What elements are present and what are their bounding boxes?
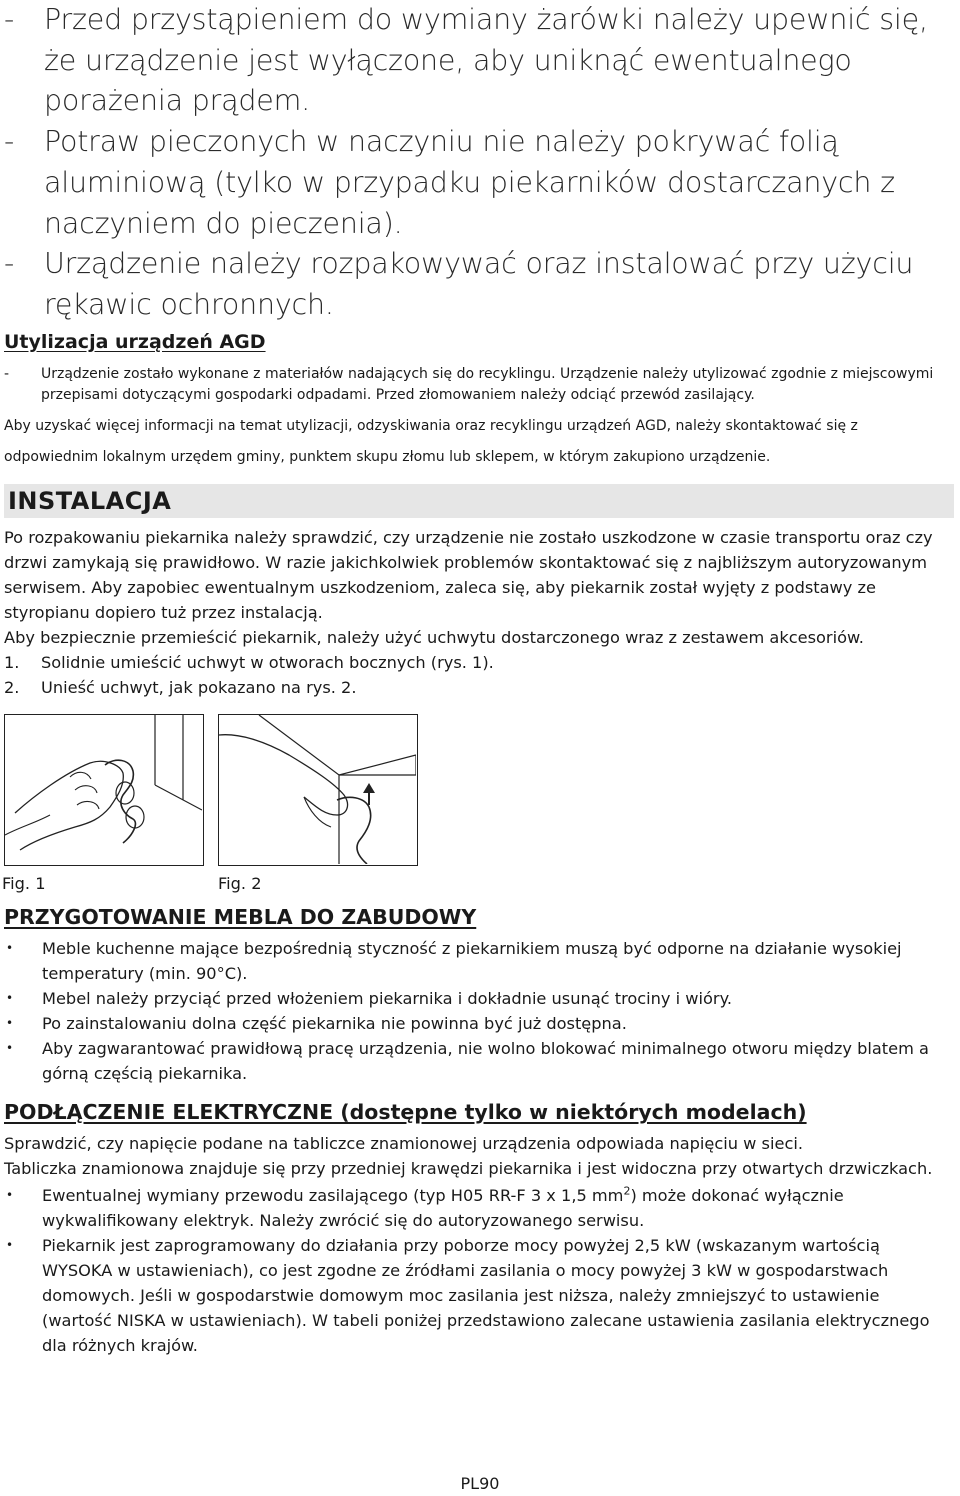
list-item: - Przed przystąpieniem do wymiany żarówki należy upewnić się, że urządzenie jest wyłączone, aby uniknąć ewentualnego porażenia prądem. bbox=[4, 3, 928, 118]
list-item: • Aby zagwarantować prawidłową pracę urządzenia, nie wolno blokować minimalnego otworu między blatem a górną częścią piekarnika. bbox=[6, 1039, 929, 1083]
disposal-list bbox=[4, 364, 954, 406]
page-number: PL90 bbox=[460, 1474, 500, 1493]
figure-1-caption: Fig. 1 bbox=[2, 874, 46, 893]
list-item: - Urządzenie zostało wykonane z materiałów nadających się do recyklingu. Urządzenie należy utylizować zgodnie z miejscowymi przepisami dotyczącymi gospodarki odpadami. Przed złomowaniem należy odciąć przewód zasilający. bbox=[4, 366, 934, 403]
figure-1 bbox=[4, 714, 204, 866]
paragraph: Po rozpakowaniu piekarnika należy sprawdzić, czy urządzenie nie zostało uszkodzone w czasie transportu oraz czy drzwi zamykają się prawidłowo. W razie jakichkolwiek problemów skontaktować się z najbliższym autoryzowanym serwisem. Aby zapobiec ewentualnym uszkodzeniom, zaleca się, aby piekarnik został wyjęty z podstawy ze styropianu dopiero tuż przez instalacją. bbox=[4, 528, 933, 622]
list-item: 1. Solidnie umieścić uchwyt w otworach bocznych (rys. 1). bbox=[4, 653, 494, 672]
section-heading-electrical: PODŁĄCZENIE ELEKTRYCZNE (dostępne tylko w niektórych modelach) bbox=[4, 1100, 807, 1124]
paragraph: Tabliczka znamionowa znajduje się przy przedniej krawędzi piekarnika i jest widoczna przy otwartych drzwiczkach. bbox=[4, 1159, 933, 1178]
hand-gripping-handle-illustration bbox=[5, 715, 202, 864]
section-heading-disposal: Utylizacja urządzeń AGD bbox=[4, 331, 266, 353]
list-item: - Urządzenie należy rozpakowywać oraz instalować przy użyciu rękawic ochronnych. bbox=[4, 247, 914, 321]
figures bbox=[4, 714, 424, 869]
section-heading-installation: INSTALACJA bbox=[4, 484, 954, 518]
list-item: - Potraw pieczonych w naczyniu nie należy pokrywać folią aluminiową (tylko w przypadku piekarników dostarczanych z naczyniem do pieczenia). bbox=[4, 125, 895, 240]
electrical-text bbox=[4, 1131, 954, 1358]
hand-lifting-handle-illustration bbox=[219, 715, 416, 864]
disposal-paragraph: Aby uzyskać więcej informacji na temat utylizacji, odzyskiwania oraz recyklingu urządzeń AGD, należy skontaktować się z odpowiednim lokalnym urzędem gminy, punktem skupu złomu lub sklepem, w którym zakupiono urządzenie. bbox=[4, 418, 858, 465]
section-heading-furniture: PRZYGOTOWANIE MEBLA DO ZABUDOWY bbox=[4, 905, 477, 929]
safety-notes-list bbox=[4, 0, 954, 326]
list-item: • Ewentualnej wymiany przewodu zasilającego (typ H05 RR-F 3 x 1,5 $mm^2$) może dokonać wyłącznie wykwalifikowany elektryk. Należy zwrócić się do autoryzowanego serwisu. bbox=[6, 1184, 844, 1230]
list-item: • Mebel należy przyciąć przed włożeniem piekarnika i dokładnie usunąć trociny i wióry. bbox=[6, 989, 733, 1008]
list-item: • Meble kuchenne mające bezpośrednią styczność z piekarnikiem muszą być odporne na działanie wysokiej temperatury (min. 90°C). bbox=[6, 939, 902, 983]
figure-2 bbox=[218, 714, 418, 866]
electrical-list bbox=[4, 1183, 954, 1358]
paragraph: Sprawdzić, czy napięcie podane na tabliczce znamionowej urządzenia odpowiada napięciu w sieci. bbox=[4, 1134, 803, 1153]
list-item: • Piekarnik jest zaprogramowany do działania przy poborze mocy powyżej 2,5 kW (wskazanym wartością WYSOKA w ustawieniach), co jest zgodne ze źródłami zasilania o mocy powyżej 3 kW w gospodarstwach domowych. Jeśli w gospodarstwie domowym moc zasilania jest niższa, należy zmniejszyć to ustawienie (wartość NISKA w ustawieniach). W tabeli poniżej przedstawiono zalecane ustawienia zasilania elektrycznego dla różnych krajów. bbox=[6, 1236, 930, 1355]
installation-text bbox=[4, 525, 959, 700]
list-item: 2. Unieść uchwyt, jak pokazano na rys. 2. bbox=[4, 678, 357, 697]
furniture-list bbox=[4, 936, 954, 1086]
figure-2-caption: Fig. 2 bbox=[218, 874, 262, 893]
paragraph: Aby bezpiecznie przemieścić piekarnik, należy użyć uchwytu dostarczonego wraz z zestawem akcesoriów. bbox=[4, 628, 864, 647]
installation-steps bbox=[4, 650, 959, 700]
list-item: • Po zainstalowaniu dolna część piekarnika nie powinna być już dostępna. bbox=[6, 1014, 627, 1033]
